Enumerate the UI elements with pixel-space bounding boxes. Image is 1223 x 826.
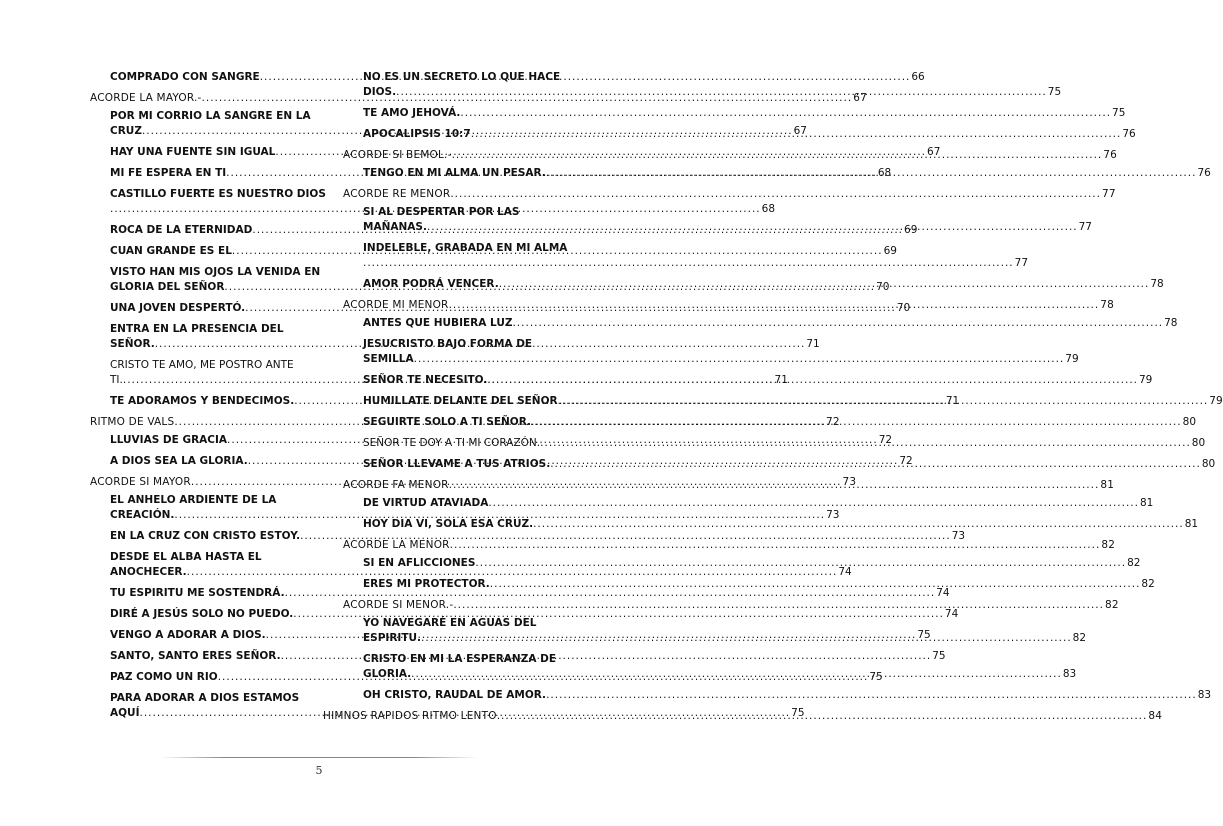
toc-entry[interactable]: [343, 496, 1154, 511]
toc-page-number: 77: [1101, 188, 1116, 200]
dot-leader: [363, 257, 1014, 269]
dot-leader: [453, 599, 1104, 611]
toc-entry-title: TE ADORAMOS Y BENDECIMOS.: [110, 395, 295, 407]
toc-entry[interactable]: [343, 517, 1199, 532]
toc-page-number: 69: [904, 224, 918, 236]
dot-leader: [452, 149, 1103, 161]
toc-page-number: 74: [838, 566, 852, 578]
toc-page-number: 81: [1100, 479, 1115, 491]
toc-page-number: 81: [1139, 497, 1154, 509]
toc-entry[interactable]: [343, 556, 1141, 571]
toc-entry-title: SEÑOR LLEVAME A TUS ATRIOS.: [363, 458, 551, 470]
dot-leader: [533, 518, 1184, 530]
toc-entry-title: ANTES QUE HUBIERA LUZ: [363, 317, 513, 329]
toc-entry-title: GLORIA.: [363, 668, 412, 680]
toc-page-number: 81: [1184, 518, 1199, 530]
toc-page-number: 78: [1164, 317, 1178, 329]
toc-entry-title: CASTILLO FUERTE ES NUESTRO DIOS: [110, 188, 326, 200]
toc-entry-title: ACORDE RE MENOR: [343, 188, 451, 200]
toc-entry-title: LLUVIAS DE GRACIA: [110, 434, 228, 446]
toc-section[interactable]: [343, 598, 1119, 613]
toc-page-number: 75: [869, 671, 883, 683]
toc-page-number: 67: [927, 146, 941, 158]
toc-page-number: 77: [1078, 221, 1092, 233]
toc-entry-title: TI.: [110, 374, 123, 386]
toc-entry-title: CRUZ: [110, 125, 142, 137]
dot-leader: [471, 128, 1122, 140]
toc-page-number: 82: [1101, 539, 1116, 551]
toc-entry[interactable]: [343, 688, 1212, 703]
dot-leader: [550, 458, 1201, 470]
toc-page-number: 73: [842, 476, 857, 488]
toc-page-number: 82: [1141, 578, 1155, 590]
toc-entry-title: RITMO DE VALS: [90, 416, 175, 428]
toc-entry-title: SEGUIRTE SOLO A TI SEÑOR.: [363, 416, 531, 428]
toc-entry-title: MI FE ESPERA EN TI: [110, 167, 227, 179]
toc-page-number: 79: [1209, 395, 1223, 407]
toc-entry-title: ACORDE SI MAYOR: [90, 476, 191, 488]
toc-entry-title: DIRÉ A JESÚS SOLO NO PUEDO.: [110, 608, 294, 620]
toc-entry-title: JESUCRISTO BAJO FORMA DE: [363, 338, 533, 350]
dot-leader: [460, 107, 1111, 119]
toc-entry[interactable]: [90, 586, 950, 601]
toc-entry-title: CUAN GRANDE ES EL: [110, 245, 232, 257]
toc-page-number: 76: [1122, 128, 1136, 140]
toc-page-number: 67: [853, 92, 867, 104]
toc-page-number: 75: [917, 629, 931, 641]
toc-entry-title: ACORDE SI MENOR.-: [343, 599, 454, 611]
page-number: 5: [315, 764, 323, 777]
toc-page-number: 76: [1103, 149, 1118, 161]
dot-leader: [540, 437, 1191, 449]
dot-leader: [512, 317, 1163, 329]
toc-entry-title: INDELEBLE, GRABADA EN MI ALMA: [363, 242, 568, 254]
toc-entry-title: EN LA CRUZ CON CRISTO ESTOY.: [110, 530, 301, 542]
toc-section[interactable]: [343, 187, 1116, 202]
dot-leader: [487, 374, 1138, 386]
toc-entry-title: GLORIA DEL SEÑOR: [110, 281, 225, 293]
dot-leader: [450, 539, 1101, 551]
toc-entry-title: EL ANHELO ARDIENTE DE LA: [110, 494, 277, 506]
toc-entry-title: VISTO HAN MIS OJOS LA VENIDA EN: [110, 266, 321, 278]
toc-page-number: 73: [826, 509, 840, 521]
dot-leader: [488, 497, 1139, 509]
dot-leader: [449, 479, 1100, 491]
toc-page-number: 72: [878, 434, 893, 446]
toc-entry-title: HIMNOS RAPIDOS RITMO LENTO: [323, 710, 497, 722]
dot-leader: [558, 395, 1209, 407]
toc-entry-title: SI EN AFLICCIONES: [363, 557, 476, 569]
toc-entry-title: TU ESPIRITU ME SOSTENDRÁ.: [110, 587, 285, 599]
toc-page-number: 69: [883, 245, 897, 257]
dot-leader: [427, 221, 1078, 233]
toc-entry-title: YO NAVEGARÉ EN AGUAS DEL: [363, 617, 537, 629]
toc-page-number: 77: [1014, 257, 1029, 269]
dot-leader: [490, 578, 1141, 590]
toc-entry-title: ANOCHECER.: [110, 566, 187, 578]
dot-leader: [531, 416, 1182, 428]
toc-entry-title: NO ES UN SECRETO LO QUE HACE: [363, 71, 561, 83]
toc-page-number: 83: [1197, 689, 1212, 701]
toc-page-number: 70: [876, 281, 890, 293]
toc-entry-title: ESPIRITU.: [363, 632, 422, 644]
toc-entry-title: SEÑOR.: [110, 338, 155, 350]
dot-leader: [411, 668, 1062, 680]
dot-leader: [450, 188, 1101, 200]
toc-entry[interactable]: [90, 607, 959, 622]
toc-entry[interactable]: [343, 577, 1155, 592]
toc-entry-title: ROCA DE LA ETERNIDAD: [110, 224, 253, 236]
toc-entry-title: UNA JOVEN DESPERTÓ.: [110, 302, 246, 314]
toc-entry-title: POR MI CORRIO LA SANGRE EN LA: [110, 110, 311, 122]
toc-entry-title: PAZ COMO UN RIO: [110, 671, 218, 683]
toc-entry-title: VENGO A ADORAR A DIOS.: [110, 629, 266, 641]
toc-page-number: 73: [951, 530, 966, 542]
dot-leader: [396, 86, 1047, 98]
toc-page-number: 72: [899, 455, 913, 467]
toc-page-number: 78: [1150, 278, 1164, 290]
toc-page-number: 70: [896, 302, 911, 314]
toc-entry[interactable]: [343, 316, 1178, 331]
toc-entry-title: ACORDE SI BEMOL.-: [343, 149, 452, 161]
toc-entry-title: DE VIRTUD ATAVIADA: [363, 497, 489, 509]
toc-page-number: 78: [1100, 299, 1114, 311]
toc-entry-title: AMOR PODRÁ VENCER.: [363, 278, 499, 290]
toc-page-number: 71: [945, 395, 960, 407]
toc-page-number: 74: [936, 587, 950, 599]
footer-divider: [160, 757, 478, 758]
toc-entry[interactable]: [90, 529, 966, 544]
toc-entry-title: SEÑOR TE NECESITO.: [363, 374, 488, 386]
toc-entry-title: ERES MI PROTECTOR.: [363, 578, 490, 590]
toc-entry-title: SI AL DESPERTAR POR LAS: [363, 206, 520, 218]
toc-entry-title: HOY DIA VI, SOLA ESA CRUZ.: [363, 518, 534, 530]
toc-page-number: 75: [791, 707, 805, 719]
toc-entry-title: SEÑOR TE DOY A TI MI CORAZÓN.: [363, 437, 541, 449]
toc-entry-title: AQUÍ: [110, 707, 140, 719]
dot-leader: [449, 299, 1100, 311]
dot-leader: [546, 167, 1197, 179]
toc-page-number: 75: [1112, 107, 1126, 119]
dot-leader: [546, 689, 1197, 701]
toc-entry-title: PARA ADORAR A DIOS ESTAMOS: [110, 692, 300, 704]
toc-entry-title: DIOS.: [363, 86, 397, 98]
toc-page-number: 71: [774, 374, 788, 386]
toc-entry-title: CRISTO EN MI LA ESPERANZA DE: [363, 653, 556, 665]
toc-entry-title: APOCALIPSIS 10:7: [363, 128, 471, 140]
toc-page-number: 68: [761, 203, 776, 215]
toc-entry-title: ACORDE FA MENOR: [343, 479, 449, 491]
toc-page-number: 82: [1104, 599, 1119, 611]
dot-leader: [475, 557, 1126, 569]
toc-entry-title: A DIOS SEA LA GLORIA.: [110, 455, 248, 467]
toc-page-number: 80: [1182, 416, 1197, 428]
toc-entry-title: SEMILLA: [363, 353, 414, 365]
toc-entry-title: CRISTO TE AMO, ME POSTRO ANTE: [110, 359, 294, 371]
toc-page-number: 71: [806, 338, 820, 350]
toc-page-number: 68: [877, 167, 892, 179]
toc-entry-title: ACORDE LA MENOR: [343, 539, 450, 551]
toc-page-number: 75: [1047, 86, 1062, 98]
toc-entry-title: OH CRISTO, RAUDAL DE AMOR.: [363, 689, 547, 701]
toc-entry-title: SANTO, SANTO ERES SEÑOR.: [110, 650, 281, 662]
toc-page-number: 74: [944, 608, 959, 620]
toc-page-number: 67: [793, 125, 807, 137]
toc-page-number: 82: [1127, 557, 1141, 569]
toc-page-number: 84: [1148, 710, 1163, 722]
toc-page-number: 72: [826, 416, 840, 428]
toc-entry-title: CREACIÓN.: [110, 509, 175, 521]
toc-page-number: 76: [1197, 167, 1211, 179]
toc-entry-title: DESDE EL ALBA HASTA EL: [110, 551, 262, 563]
toc-entry-title: TE AMO JEHOVÁ.: [363, 107, 461, 119]
toc-entry-title: MAÑANAS.: [363, 221, 427, 233]
toc-page-number: 79: [1065, 353, 1079, 365]
toc-page-number: 82: [1072, 632, 1087, 644]
toc-section[interactable]: [343, 538, 1116, 553]
toc-entry-title: ACORDE LA MAYOR.-: [90, 92, 202, 104]
toc-page-number: 80: [1201, 458, 1216, 470]
toc-page-number: 75: [932, 650, 946, 662]
dot-leader: [499, 278, 1150, 290]
toc-entry-title: COMPRADO CON SANGRE: [110, 71, 260, 83]
toc-entry-title: ENTRA EN LA PRESENCIA DEL: [110, 323, 284, 335]
toc-entry-title: HUMILLATE DELANTE DEL SEÑOR: [363, 395, 558, 407]
toc-page-number: 83: [1062, 668, 1077, 680]
toc-page-number: 80: [1191, 437, 1206, 449]
dot-leader: [414, 353, 1065, 365]
toc-entry[interactable]: [343, 106, 1126, 121]
toc-entry-title: TENGO EN MI ALMA UN PESAR.: [363, 167, 546, 179]
dot-leader: [421, 632, 1072, 644]
toc-entry-title: HAY UNA FUENTE SIN IGUAL: [110, 146, 276, 158]
dot-leader: [497, 710, 1148, 722]
toc-page-number: 66: [911, 71, 925, 83]
toc-page-number: 79: [1139, 374, 1153, 386]
toc-entry-title: ACORDE MI MENOR: [343, 299, 449, 311]
